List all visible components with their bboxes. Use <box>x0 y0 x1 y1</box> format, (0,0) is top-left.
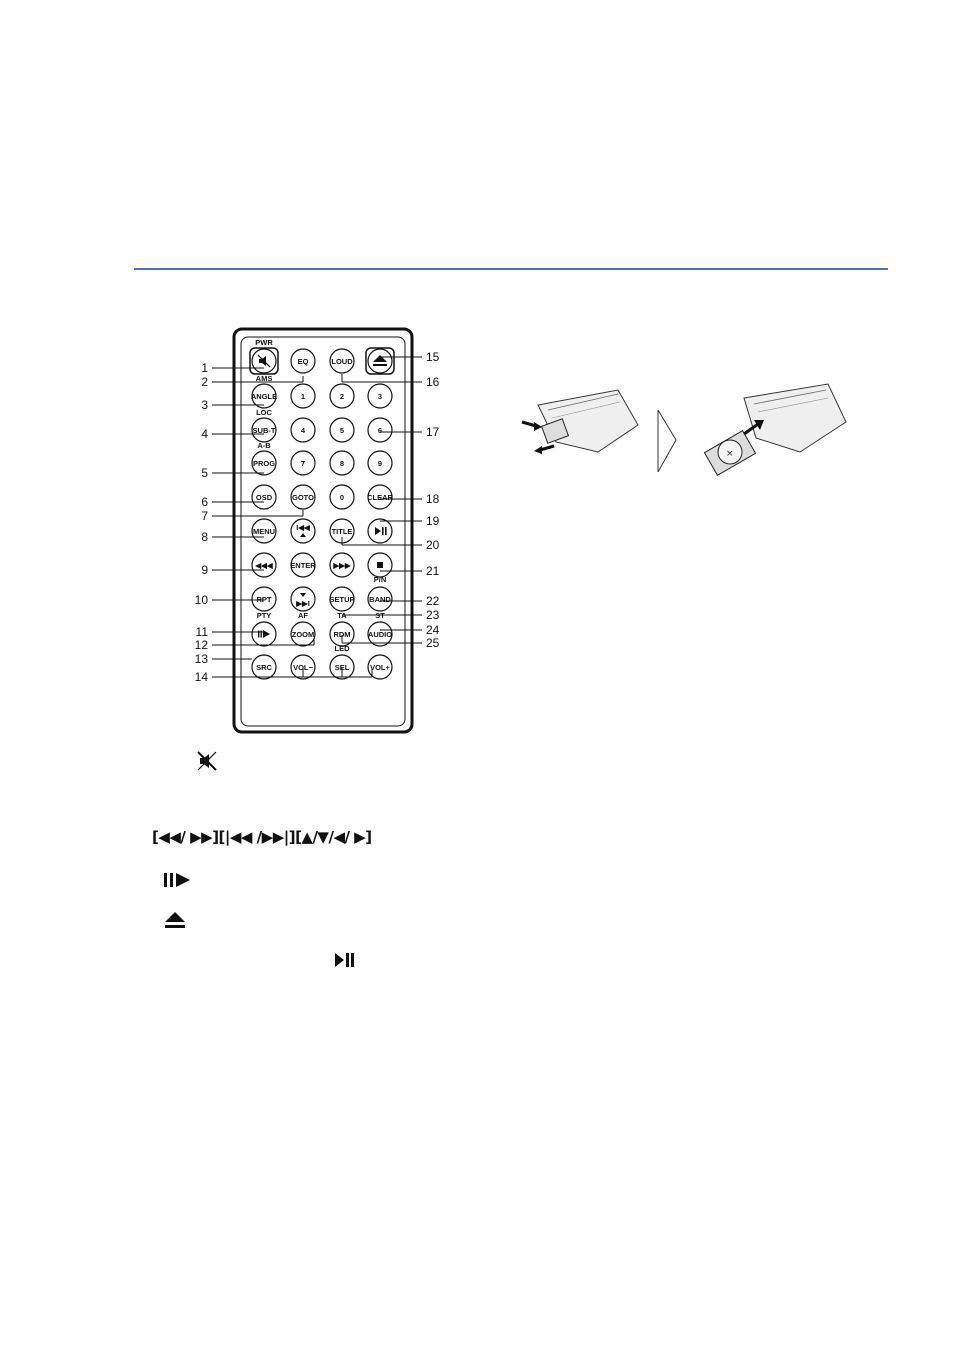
callout-number: 8 <box>201 530 208 544</box>
eject-button <box>366 348 394 374</box>
callout-number: 14 <box>194 670 208 684</box>
button-sub-t <box>252 418 276 442</box>
callout-number: 15 <box>426 350 440 364</box>
callout-number: 19 <box>426 514 440 528</box>
callout-number: 9 <box>201 563 208 577</box>
play-pause-legend <box>333 950 357 974</box>
fast-forward-button <box>330 553 354 577</box>
button-label: SEL <box>334 663 350 672</box>
button-src <box>252 655 276 679</box>
button-label: BAND <box>369 595 391 604</box>
callout-number: 10 <box>194 593 208 607</box>
button-sub-label: LOC <box>256 408 272 417</box>
section-divider <box>134 268 888 270</box>
callout-number: 6 <box>201 495 208 509</box>
button-label: 1 <box>300 392 306 401</box>
button-goto <box>291 485 315 509</box>
button-label: VOL+ <box>370 663 390 672</box>
button-2 <box>330 384 354 408</box>
button-label: OSD <box>255 493 273 502</box>
eject-legend <box>163 910 189 936</box>
button-sub-label: A-B <box>257 441 271 450</box>
button-sub-label: P/N <box>373 575 387 584</box>
button-label: ANGLE <box>250 392 278 401</box>
callout-number: 20 <box>426 538 440 552</box>
svg-text:×: × <box>726 449 734 459</box>
button-label: LOUD <box>331 357 353 366</box>
button-label: RDM <box>333 630 351 639</box>
button-label: 7 <box>300 459 306 468</box>
button-6 <box>368 418 392 442</box>
callout-number: 17 <box>426 425 440 439</box>
svg-text:▶▶▶: ▶▶▶ <box>333 561 351 570</box>
button-enter <box>290 553 316 577</box>
play-pause-icon <box>333 950 357 970</box>
battery-replacement-diagram <box>508 380 848 480</box>
button-label: RPT <box>256 595 272 604</box>
battery-inserted-illustration <box>704 384 846 475</box>
prev-up-button <box>291 519 315 543</box>
callout-number: 11 <box>195 625 208 639</box>
svg-text:▶▶I: ▶▶I <box>296 599 310 608</box>
button-clear <box>367 485 393 509</box>
slow-play-icon <box>162 870 194 890</box>
button-3 <box>368 384 392 408</box>
fast-forward-icon <box>332 561 352 570</box>
callout-number: 21 <box>426 564 440 578</box>
button-label: SRC <box>256 663 272 672</box>
mute-button <box>250 348 278 374</box>
button-loud <box>330 349 354 373</box>
callout-number: 3 <box>201 398 208 412</box>
button-label: SETUP <box>329 595 355 604</box>
button-eq <box>291 349 315 373</box>
callout-number: 2 <box>201 375 208 389</box>
mute-icon <box>196 750 218 772</box>
callout-number: 24 <box>426 623 440 637</box>
button-label: ENTER <box>290 561 316 570</box>
button-label: GOTO <box>292 493 314 502</box>
callout-number: 18 <box>426 492 440 506</box>
button-label: 8 <box>339 459 345 468</box>
callout-number: 25 <box>426 636 440 650</box>
svg-text:I◀◀: I◀◀ <box>296 523 310 532</box>
eject-icon <box>163 910 189 932</box>
button-5 <box>330 418 354 442</box>
slow-play-button <box>252 622 276 646</box>
button-label: 3 <box>377 392 383 401</box>
button-sub-label: AF <box>298 611 308 620</box>
next-down-button <box>291 587 315 611</box>
button-label: 2 <box>339 392 345 401</box>
callout-number: 16 <box>426 375 440 389</box>
button-label: PROG <box>252 459 276 468</box>
button-sub-label: TA <box>337 611 347 620</box>
button-8 <box>330 451 354 475</box>
button-label: 0 <box>339 493 345 502</box>
arrow-divider <box>658 410 676 472</box>
button-label: AUDIO <box>367 630 393 639</box>
callout-number: 22 <box>426 594 440 608</box>
button-label: VOL− <box>293 663 313 672</box>
play-pause-button <box>368 519 392 543</box>
button-0 <box>330 485 354 509</box>
button-sub-label: PWR <box>255 338 273 347</box>
fast-rewind-icon <box>254 561 274 570</box>
button-rpt <box>252 587 276 611</box>
button-label: EQ <box>297 357 309 366</box>
button-label: TITLE <box>331 527 353 536</box>
navigation-symbols: [◀◀/ ▶▶][|◀◀ /▶▶|][▲/▼/◀/ ▶] <box>152 828 372 846</box>
button-osd <box>252 485 276 509</box>
button-label: ZOOM <box>291 630 315 639</box>
button-label: 6 <box>377 426 383 435</box>
svg-text:◀◀◀: ◀◀◀ <box>255 561 273 570</box>
button-4 <box>291 418 315 442</box>
callout-number: 1 <box>201 361 208 375</box>
button-label: MENU <box>252 527 276 536</box>
button-audio <box>368 622 392 646</box>
callout-number: 4 <box>201 427 208 441</box>
callout-number: 5 <box>201 466 208 480</box>
button-7 <box>291 451 315 475</box>
button-band <box>368 587 392 611</box>
button-label: 5 <box>339 426 345 435</box>
button-menu <box>252 519 276 543</box>
button-sub-label: LED <box>334 644 350 653</box>
slow-legend <box>162 870 194 894</box>
button-label: CLEAR <box>367 493 393 502</box>
button-zoom <box>291 622 315 646</box>
callout-number: 12 <box>194 638 208 652</box>
button-sub-label: ST <box>375 611 385 620</box>
stop-icon <box>377 562 383 568</box>
remote-tray-open-illustration <box>522 390 638 454</box>
button-sub-label: AMS <box>255 374 273 383</box>
callout-number: 7 <box>201 509 208 523</box>
button-label: SUB-T <box>252 426 276 435</box>
callout-number: 23 <box>426 608 440 622</box>
stop-button <box>368 553 392 577</box>
fast-rewind-button <box>252 553 276 577</box>
callout-number: 13 <box>194 652 208 666</box>
mute-legend <box>196 750 218 776</box>
button-label: 9 <box>377 459 383 468</box>
button-label: 4 <box>300 426 306 435</box>
button-prog <box>252 451 276 475</box>
button-sub-label: PTY <box>256 611 272 620</box>
navigation-legend <box>152 828 372 846</box>
button-angle <box>251 384 277 408</box>
remote-control-diagram <box>190 325 450 745</box>
button-9 <box>368 451 392 475</box>
button-setup <box>329 587 354 611</box>
button-1 <box>291 384 315 408</box>
